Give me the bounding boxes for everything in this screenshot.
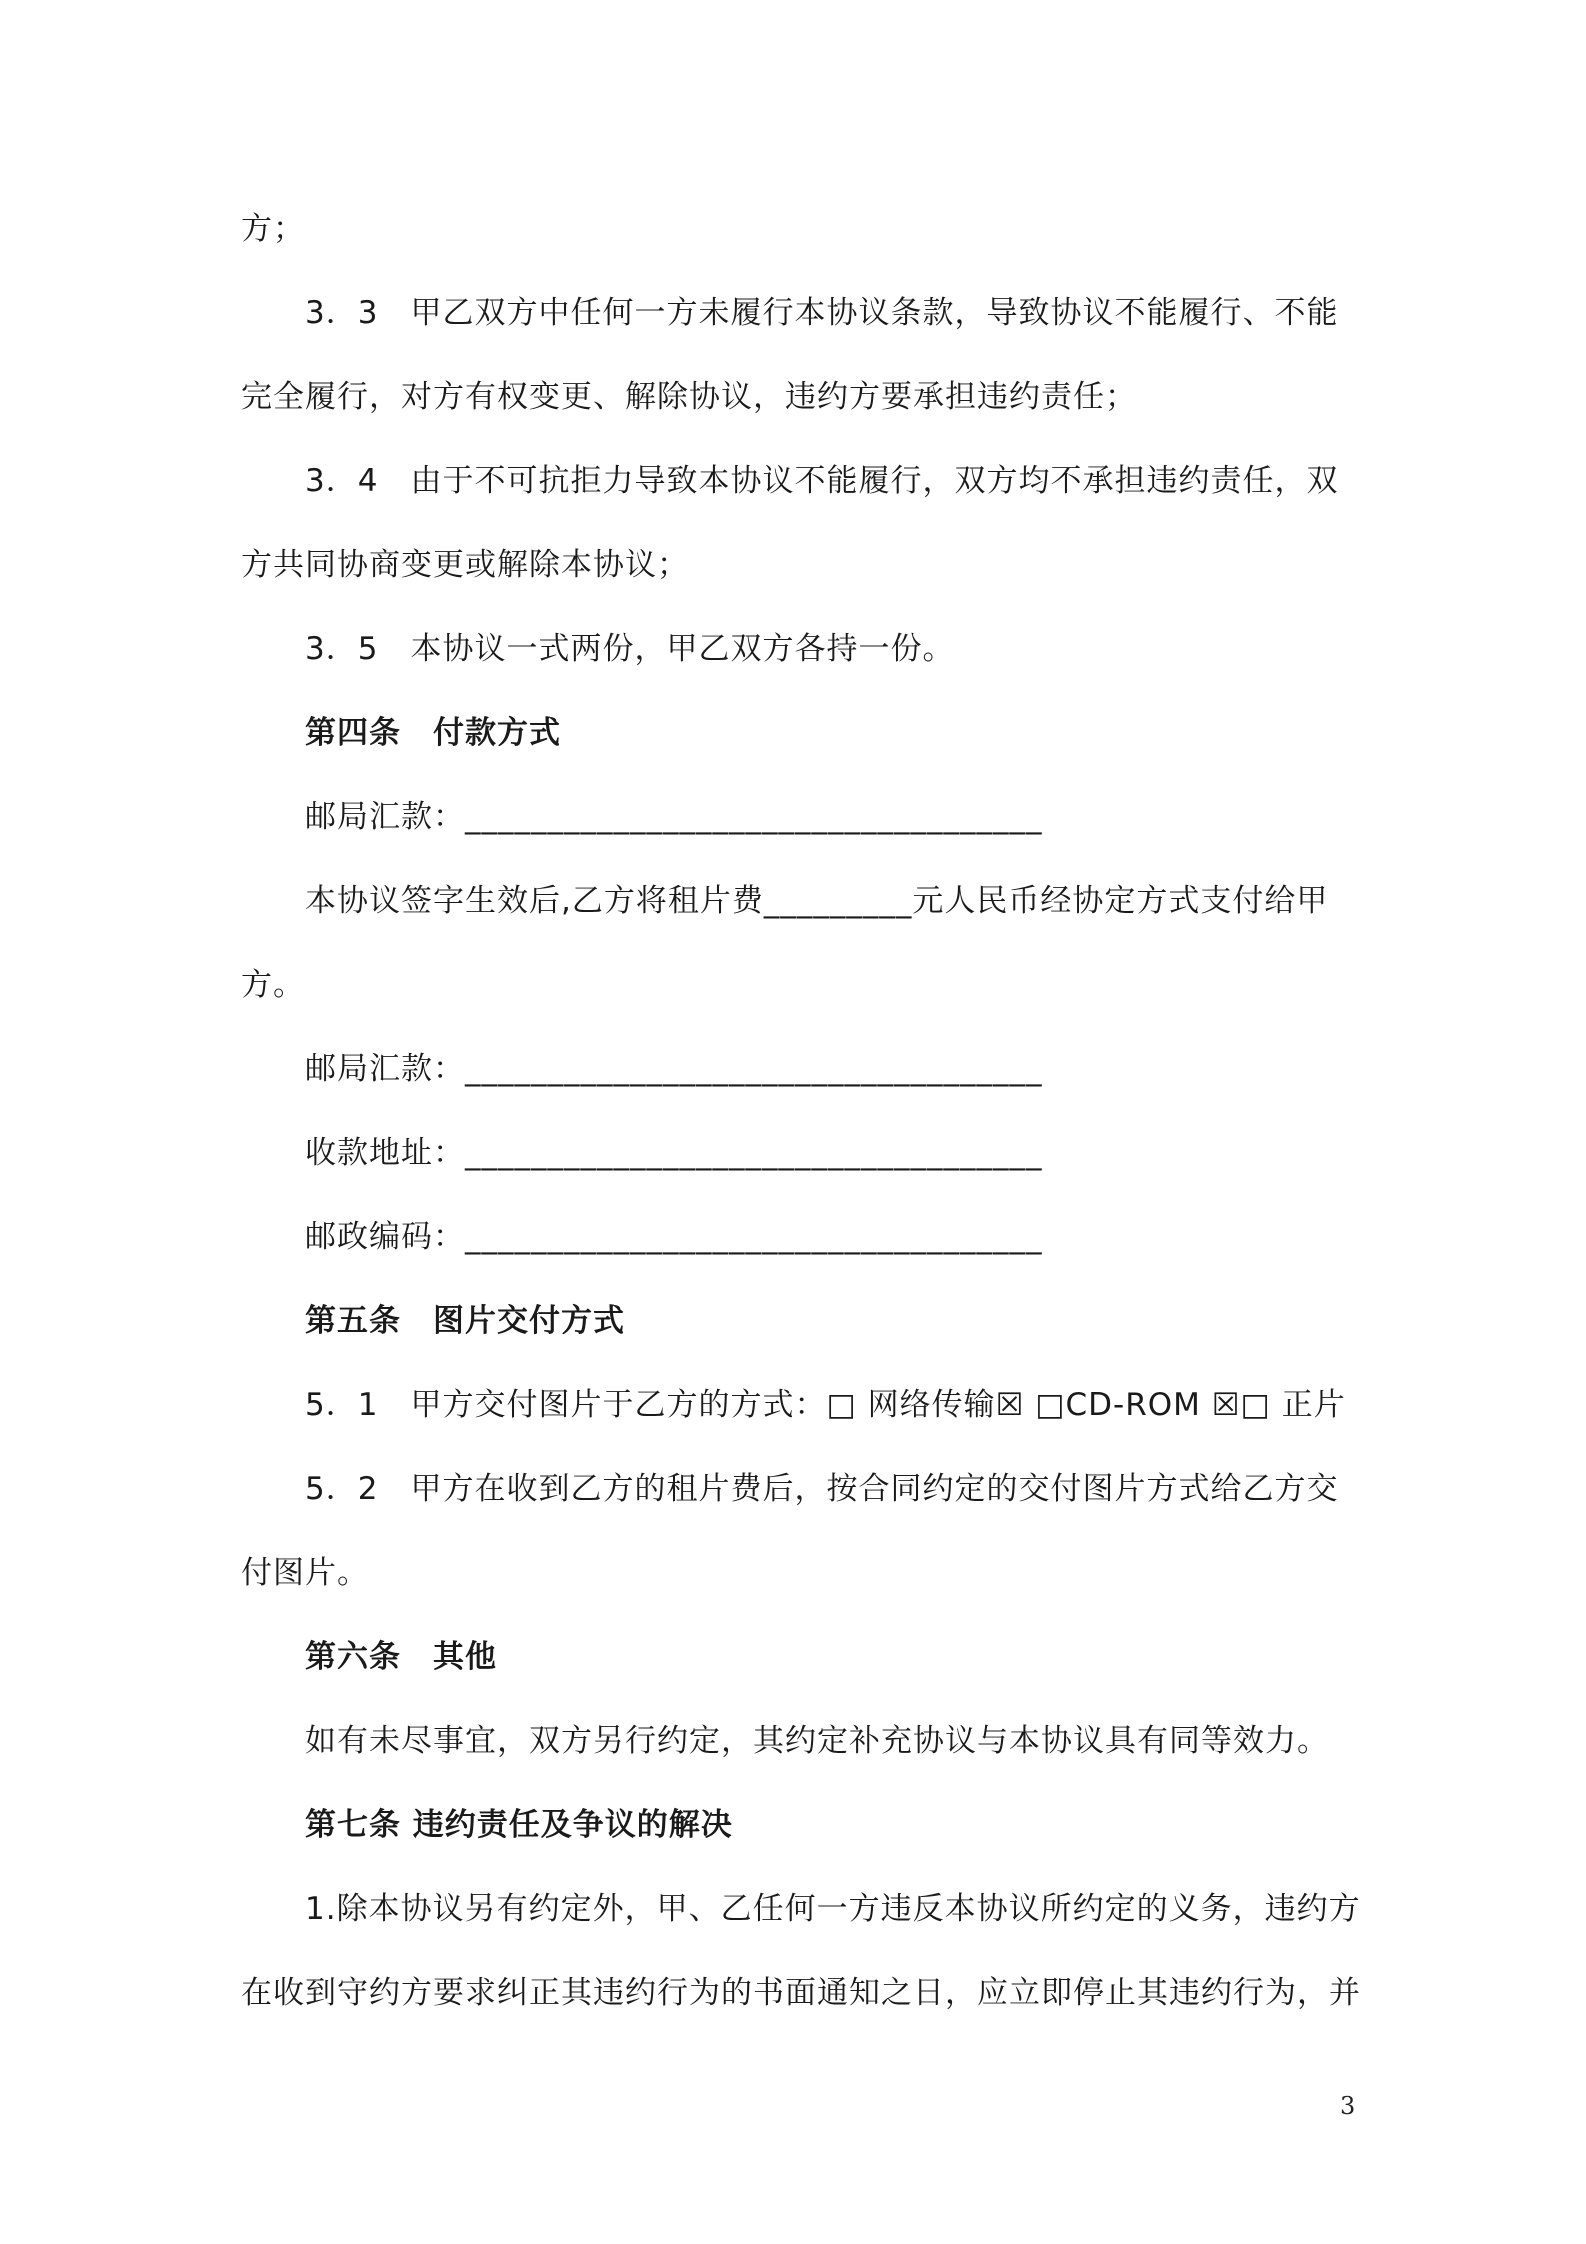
postal-remittance-field: 邮局汇款：___________________________________	[305, 1051, 1043, 1087]
section-heading-7: 第七条 违约责任及争议的解决	[305, 1807, 733, 1843]
clause-5-1: 5．1 甲方交付图片于乙方的方式：□ 网络传输☒ □CD-ROM ☒□ 正片	[305, 1387, 1346, 1423]
other-clause: 如有未尽事宜，双方另行约定，其约定补充协议与本协议具有同等效力。	[305, 1723, 1329, 1759]
clause-3-4: 3．4 由于不可抗拒力导致本协议不能履行，双方均不承担违约责任，双	[305, 463, 1339, 499]
receiving-address-field: 收款地址：___________________________________	[305, 1135, 1043, 1171]
clause-3-3: 3．3 甲乙双方中任何一方未履行本协议条款，导致协议不能履行、不能	[305, 295, 1339, 331]
clause-5-2: 5．2 甲方在收到乙方的租片费后，按合同约定的交付图片方式给乙方交	[305, 1471, 1339, 1507]
section-heading-4: 第四条 付款方式	[305, 715, 561, 751]
text-line: 付图片。	[241, 1555, 369, 1591]
clause-7-1: 1.除本协议另有约定外，甲、乙任何一方违反本协议所约定的义务，违约方	[305, 1891, 1361, 1927]
postal-code-field: 邮政编码：___________________________________	[305, 1219, 1043, 1255]
text-line: 在收到守约方要求纠正其违约行为的书面通知之日，应立即停止其违约行为，并	[241, 1975, 1361, 2011]
text-line: 方共同协商变更或解除本协议；	[241, 547, 689, 583]
clause-3-5: 3．5 本协议一式两份，甲乙双方各持一份。	[305, 631, 955, 667]
text-line: 方。	[241, 967, 305, 1003]
section-heading-6: 第六条 其他	[305, 1639, 497, 1675]
section-heading-5: 第五条 图片交付方式	[305, 1303, 625, 1339]
page-number: 3	[1340, 2092, 1356, 2120]
postal-remittance-field: 邮局汇款：___________________________________	[305, 799, 1043, 835]
text-line: 完全履行，对方有权变更、解除协议，违约方要承担违约责任；	[241, 379, 1137, 415]
payment-clause: 本协议签字生效后,乙方将租片费_________元人民币经协定方式支付给甲	[305, 883, 1329, 919]
text-line: 方；	[241, 211, 305, 247]
